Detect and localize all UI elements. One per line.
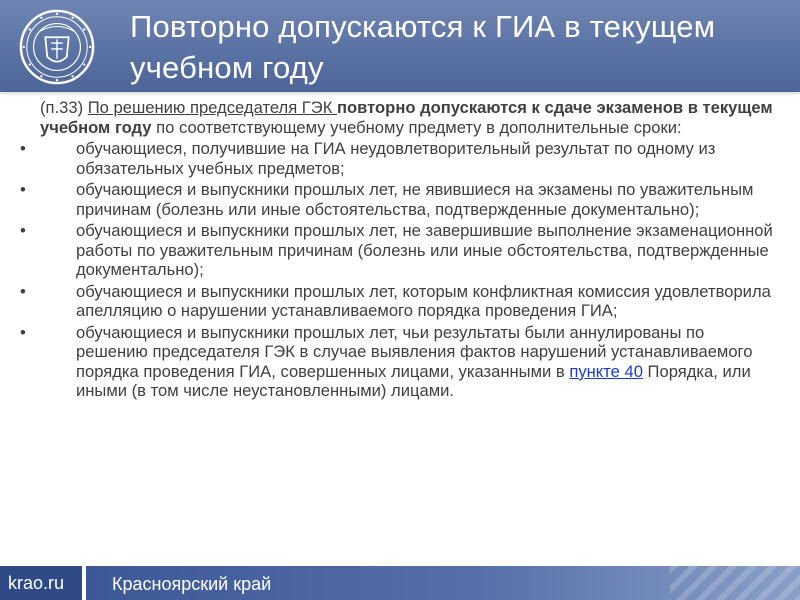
point-40-link[interactable]: пункте 40	[569, 361, 643, 381]
list-item-text-before: обучающиеся и выпускники прошлых лет, чьи результаты были аннулированы по решению председателя ГЭК в случае выявления фактов нарушений устанавливаемого порядка проведения ГИА, совершенных лицами, указанными в	[76, 322, 753, 381]
list-item	[20, 282, 780, 321]
intro-underlined-text: По решению председателя ГЭК	[87, 98, 337, 117]
list-item	[20, 323, 780, 401]
bullet-icon: •	[20, 221, 26, 240]
bullet-icon: •	[20, 322, 26, 342]
bullet-icon: •	[20, 281, 26, 301]
list-item-text-after: Порядка, или иными (в том числе неустановленными) лицами.	[76, 361, 751, 400]
footer-bar	[0, 566, 800, 600]
list-item-text: обучающиеся и выпускники прошлых лет, не явившиеся на экзамены по уважительным причинам (болезнь или иные обстоятельства, подтвержденные документально);	[76, 180, 754, 219]
list-item-text: обучающиеся и выпускники прошлых лет, не завершившие выполнение экзаменационной работы по уважительным причинам (болезнь или иные обстоятельства, подтвержденные документально);	[76, 221, 773, 279]
intro-prefix: (п.33)	[40, 98, 88, 117]
list-item	[20, 221, 780, 280]
header-bar	[0, 0, 800, 92]
footer-site-block	[0, 566, 82, 600]
list-item	[20, 139, 780, 178]
conditions-list	[20, 139, 780, 401]
list-item-text: обучающиеся и выпускники прошлых лет, которым конфликтная комиссия удовлетворила апелляцию о нарушении устанавливаемого порядка проведения ГИА;	[76, 281, 771, 320]
seal-emblem-icon	[18, 8, 96, 86]
bullet-icon: •	[20, 139, 26, 158]
region-label: Красноярский край	[112, 574, 272, 594]
page-title: Повторно допускаются к ГИА в текущем учебном году	[130, 9, 716, 85]
intro-rest-text: по соответствующему учебному предмету в дополнительные сроки:	[151, 117, 682, 137]
list-item-text: обучающиеся, получившие на ГИА неудовлетворительный результат по одному из обязательных учебных предметов;	[76, 139, 716, 178]
decorative-stripes	[670, 566, 800, 600]
bullet-icon: •	[20, 180, 26, 199]
site-link[interactable]: krao.ru	[8, 573, 65, 593]
intro-paragraph	[40, 98, 780, 137]
content-body	[20, 98, 780, 403]
intro-bold-text: повторно допускаются к сдаче экзаменов в текущем учебном году	[40, 98, 773, 137]
list-item	[20, 180, 780, 219]
